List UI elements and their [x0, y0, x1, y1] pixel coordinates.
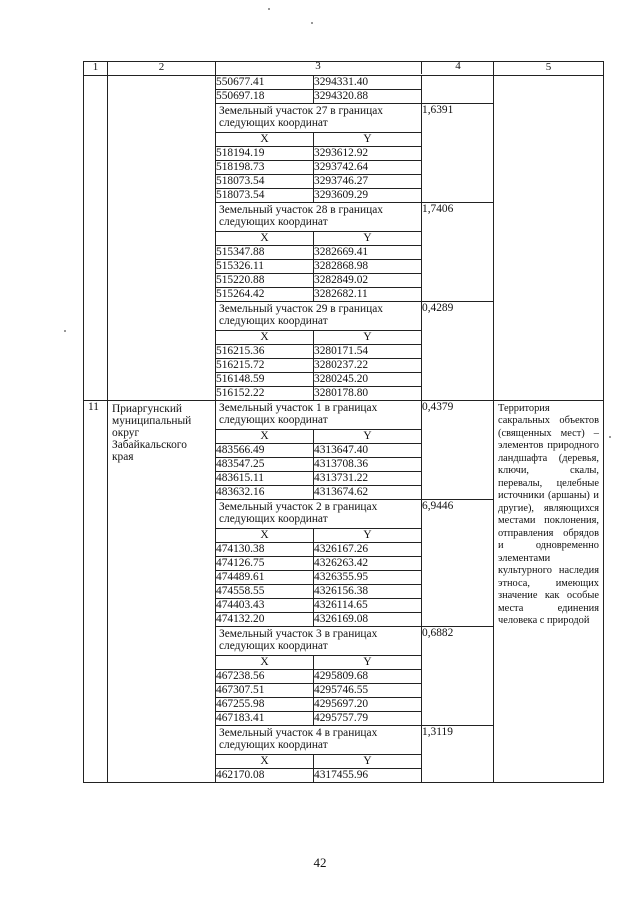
parcels-table: [215, 75, 494, 401]
y-coordinate: 4326114.65: [314, 599, 422, 613]
x-coordinate: 518198.73: [216, 161, 314, 175]
y-coordinate: 4313647.40: [314, 444, 422, 458]
x-coordinate: 474126.75: [216, 557, 314, 571]
y-coordinate: 3293612.92: [314, 147, 422, 161]
municipality-name: Приаргунский муниципальный округ Забайкальского края: [108, 401, 216, 783]
parcel-title-row: [216, 302, 494, 331]
x-coordinate: 483632.16: [216, 486, 314, 500]
y-coordinate: 4326355.95: [314, 571, 422, 585]
parcel-area: 0,4379: [422, 401, 494, 500]
x-column-header: X: [216, 133, 314, 147]
x-column-header: X: [216, 656, 314, 670]
y-coordinate: 4313731.22: [314, 472, 422, 486]
x-coordinate: 474558.55: [216, 585, 314, 599]
column-number: 1: [84, 62, 108, 76]
column-number: 3: [315, 60, 321, 72]
parcel-area: [422, 76, 494, 104]
parcel-title-row: [216, 726, 494, 755]
y-coordinate: 4313674.62: [314, 486, 422, 500]
y-coordinate: 3294320.88: [314, 90, 422, 104]
y-coordinate: 3294331.40: [314, 76, 422, 90]
scan-speck: [609, 436, 611, 438]
x-coordinate: 515347.88: [216, 246, 314, 260]
x-coordinate: 518194.19: [216, 147, 314, 161]
page-number: 42: [313, 855, 327, 870]
x-coordinate: 516215.72: [216, 359, 314, 373]
y-coordinate: 3280171.54: [314, 345, 422, 359]
column-number-header-row: [84, 62, 604, 76]
x-coordinate: 474132.20: [216, 613, 314, 627]
y-coordinate: 3282682.11: [314, 288, 422, 302]
x-coordinate: 518073.54: [216, 189, 314, 203]
y-coordinate: 4326156.38: [314, 585, 422, 599]
row-number: 11: [84, 401, 108, 783]
x-coordinate: 462170.08: [216, 769, 314, 783]
parcel-area: 0,6882: [422, 627, 494, 726]
parcel-area: 1,3119: [422, 726, 494, 783]
coordinate-row: [216, 76, 494, 90]
x-coordinate: 474489.61: [216, 571, 314, 585]
parcel-title: Земельный участок 2 в границах следующих координат: [216, 500, 422, 529]
y-coordinate: 3282849.02: [314, 274, 422, 288]
parcel-title-row: [216, 104, 494, 133]
parcel-coordinates-cell: [216, 401, 494, 783]
territory-row: [84, 401, 604, 783]
y-column-header: Y: [314, 331, 422, 345]
y-coordinate: 4326167.26: [314, 543, 422, 557]
territory-row: [84, 76, 604, 401]
y-coordinate: 3280178.80: [314, 387, 422, 401]
column-number: 2: [108, 62, 216, 76]
y-column-header: Y: [314, 133, 422, 147]
scan-speck: [311, 22, 313, 24]
x-column-header: X: [216, 331, 314, 345]
y-coordinate: 4295809.68: [314, 670, 422, 684]
row-number: [84, 76, 108, 401]
scan-speck: [268, 8, 270, 10]
x-coordinate: 516152.22: [216, 387, 314, 401]
x-coordinate: 467183.41: [216, 712, 314, 726]
x-coordinate: 474130.38: [216, 543, 314, 557]
x-coordinate: 518073.54: [216, 175, 314, 189]
y-coordinate: 4317455.96: [314, 769, 422, 783]
x-coordinate: 516215.36: [216, 345, 314, 359]
parcel-title-row: [216, 627, 494, 656]
column-number: 4: [422, 61, 495, 74]
y-coordinate: 4295757.79: [314, 712, 422, 726]
parcel-title: Земельный участок 29 в границах следующих координат: [216, 302, 422, 331]
parcel-title-row: [216, 401, 494, 430]
y-coordinate: 3282669.41: [314, 246, 422, 260]
x-coordinate: 467238.56: [216, 670, 314, 684]
territory-description: Территория сакральных объектов (священных мест) – элементов природного ландшафта (деревья, ключи, скалы, перевалы, целебные источники (аршаны) и другие), являющихся местами поклонения, отправления обрядов и одновременно элементами культурного наследия этноса, имеющих значение как особые места единения человека с природой: [494, 401, 604, 783]
parcel-title-row: [216, 203, 494, 232]
y-column-header: Y: [314, 430, 422, 444]
x-coordinate: 550677.41: [216, 76, 314, 90]
x-column-header: X: [216, 529, 314, 543]
parcel-area: 1,6391: [422, 104, 494, 203]
y-coordinate: 3293742.64: [314, 161, 422, 175]
municipality-name: [108, 76, 216, 401]
column-number: 5: [494, 62, 604, 76]
y-coordinate: 3282868.98: [314, 260, 422, 274]
x-coordinate: 515264.42: [216, 288, 314, 302]
x-coordinate: 483615.11: [216, 472, 314, 486]
y-column-header: Y: [314, 232, 422, 246]
x-coordinate: 550697.18: [216, 90, 314, 104]
y-coordinate: 3293609.29: [314, 189, 422, 203]
parcel-title-row: [216, 500, 494, 529]
y-column-header: Y: [314, 529, 422, 543]
scan-speck: [64, 330, 66, 332]
x-coordinate: 467307.51: [216, 684, 314, 698]
parcel-title: Земельный участок 4 в границах следующих координат: [216, 726, 422, 755]
parcel-title: Земельный участок 3 в границах следующих координат: [216, 627, 422, 656]
x-coordinate: 515220.88: [216, 274, 314, 288]
y-coordinate: 3280237.22: [314, 359, 422, 373]
x-coordinate: 483547.25: [216, 458, 314, 472]
x-column-header: X: [216, 232, 314, 246]
parcels-table: [215, 400, 494, 783]
parcel-area: 1,7406: [422, 203, 494, 302]
land-plots-table: [83, 61, 604, 783]
parcel-area: 6,9446: [422, 500, 494, 627]
parcel-title: Земельный участок 27 в границах следующих координат: [216, 104, 422, 133]
x-coordinate: 516148.59: [216, 373, 314, 387]
y-coordinate: 4326169.08: [314, 613, 422, 627]
parcel-title: Земельный участок 28 в границах следующих координат: [216, 203, 422, 232]
x-column-header: X: [216, 430, 314, 444]
parcel-coordinates-cell: [216, 76, 494, 401]
y-coordinate: 4313708.36: [314, 458, 422, 472]
y-coordinate: 4295746.55: [314, 684, 422, 698]
y-coordinate: 3280245.20: [314, 373, 422, 387]
y-coordinate: 3293746.27: [314, 175, 422, 189]
parcel-area: 0,4289: [422, 302, 494, 401]
parcel-title: Земельный участок 1 в границах следующих координат: [216, 401, 422, 430]
x-column-header: X: [216, 755, 314, 769]
y-coordinate: 4326263.42: [314, 557, 422, 571]
territory-description: [494, 76, 604, 401]
column-number: [216, 62, 494, 76]
x-coordinate: 467255.98: [216, 698, 314, 712]
y-column-header: Y: [314, 656, 422, 670]
x-coordinate: 515326.11: [216, 260, 314, 274]
y-coordinate: 4295697.20: [314, 698, 422, 712]
y-column-header: Y: [314, 755, 422, 769]
x-coordinate: 483566.49: [216, 444, 314, 458]
x-coordinate: 474403.43: [216, 599, 314, 613]
